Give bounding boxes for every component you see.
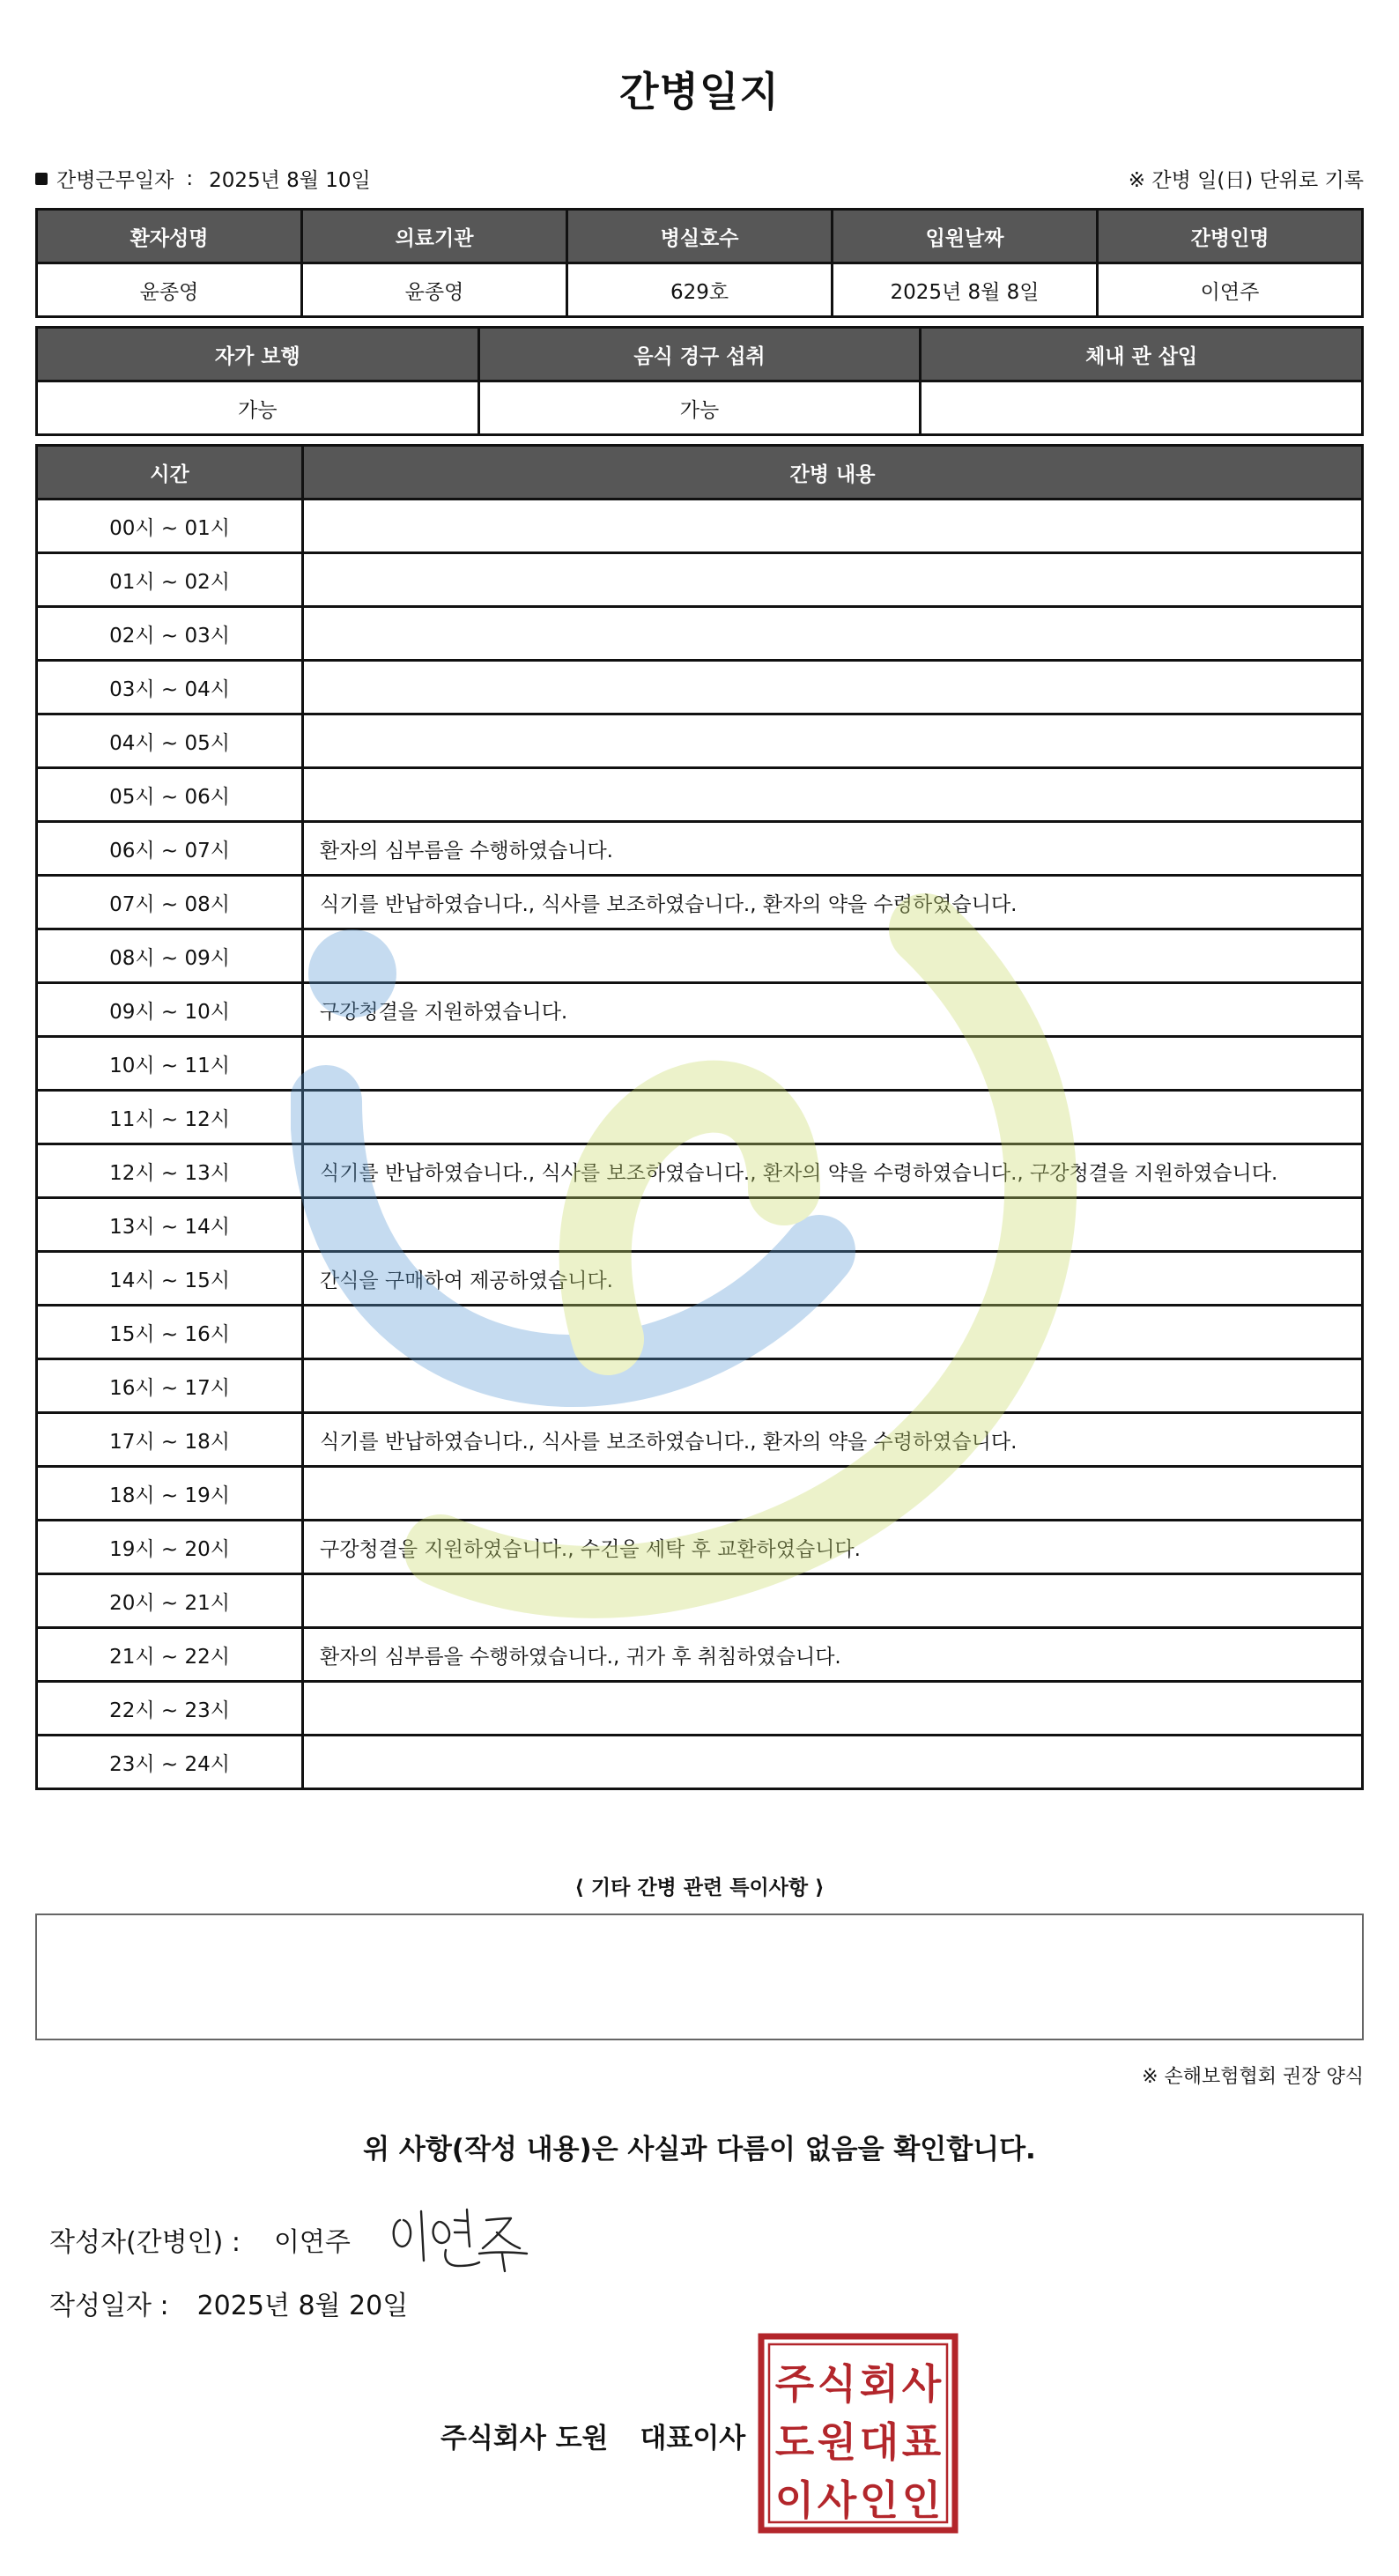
- writer-row: [49, 2220, 351, 2259]
- seal-character: 인: [901, 2476, 942, 2524]
- care-log-time: 03시 ~ 04시: [37, 661, 303, 714]
- care-log-content: [303, 1359, 1363, 1413]
- care-log-row: [37, 1359, 1363, 1413]
- written-date-value: 2025년 8월 20일: [196, 2291, 409, 2321]
- company-seal-stamp: [758, 2333, 959, 2534]
- care-log-row: [37, 1037, 1363, 1091]
- care-log-row: [37, 714, 1363, 768]
- seal-character: 주: [774, 2360, 815, 2408]
- seal-character: 도: [774, 2418, 815, 2466]
- care-log-row: [37, 1682, 1363, 1736]
- patient-info-value-row: [37, 263, 1363, 317]
- work-date-group: [35, 164, 371, 193]
- handwritten-signature: [388, 2202, 537, 2273]
- care-log-content: [303, 1091, 1363, 1144]
- care-log-row: [37, 822, 1363, 876]
- header-hospital: 의료기관: [302, 210, 567, 263]
- care-log-row: [37, 1467, 1363, 1521]
- company-representative-title: 대표이사: [640, 2423, 746, 2454]
- care-log-time: 07시 ~ 08시: [37, 876, 303, 929]
- care-log-time: 16시 ~ 17시: [37, 1359, 303, 1413]
- care-log-content: 구강청결을 지원하였습니다., 수건을 세탁 후 교환하였습니다.: [303, 1521, 1363, 1574]
- care-log-row: [37, 1252, 1363, 1306]
- care-log-time: 19시 ~ 20시: [37, 1521, 303, 1574]
- patient-info-table: [35, 208, 1364, 318]
- header-caregiver: 간병인명: [1098, 210, 1363, 263]
- oral-intake-value: 가능: [478, 381, 921, 435]
- care-log-row: [37, 983, 1363, 1037]
- care-log-table: [35, 444, 1364, 1790]
- care-log-content: [303, 1306, 1363, 1359]
- patient-status-value-row: [37, 381, 1363, 435]
- self-walking-value: 가능: [37, 381, 479, 435]
- care-log-content: [303, 1198, 1363, 1252]
- care-log-content: 식기를 반납하였습니다., 식사를 보조하였습니다., 환자의 약을 수령하였습니다., 구강청결을 지원하였습니다.: [303, 1144, 1363, 1198]
- care-log-content: 간식을 구매하여 제공하였습니다.: [303, 1252, 1363, 1306]
- care-log-time: 13시 ~ 14시: [37, 1198, 303, 1252]
- special-notes-title: ⟨ 기타 간병 관련 특이사항 ⟩: [574, 1876, 825, 1899]
- care-log-content: [303, 1736, 1363, 1789]
- writer-label: 작성자(간병인) :: [49, 2227, 241, 2258]
- written-date-row: [49, 2284, 408, 2322]
- care-log-time: 06시 ~ 07시: [37, 822, 303, 876]
- care-log-content: [303, 553, 1363, 607]
- header-tube-insertion: 체내 관 삽입: [921, 328, 1363, 381]
- seal-character: 표: [901, 2418, 942, 2466]
- confirmation-statement: 위 사항(작성 내용)은 사실과 다름이 없음을 확인합니다.: [363, 2134, 1036, 2165]
- patient-name-value: 윤종영: [37, 263, 302, 317]
- care-log-header-row: [37, 446, 1363, 500]
- care-log-time: 04시 ~ 05시: [37, 714, 303, 768]
- care-log-row: [37, 1413, 1363, 1467]
- care-log-time: 22시 ~ 23시: [37, 1682, 303, 1736]
- care-log-content: [303, 1037, 1363, 1091]
- seal-character: 인: [859, 2476, 899, 2524]
- care-log-time: 20시 ~ 21시: [37, 1574, 303, 1628]
- company-row: [440, 2416, 745, 2455]
- care-log-row: [37, 1306, 1363, 1359]
- care-log-time: 09시 ~ 10시: [37, 983, 303, 1037]
- patient-status-table: [35, 326, 1364, 436]
- care-log-row: [37, 876, 1363, 929]
- caregiver-value: 이연주: [1098, 263, 1363, 317]
- care-log-row: [37, 1091, 1363, 1144]
- care-log-time: 21시 ~ 22시: [37, 1628, 303, 1682]
- care-log-time: 18시 ~ 19시: [37, 1467, 303, 1521]
- care-log-time: 01시 ~ 02시: [37, 553, 303, 607]
- care-log-content: 구강청결을 지원하였습니다.: [303, 983, 1363, 1037]
- seal-character: 대: [859, 2418, 899, 2466]
- care-log-row: [37, 1736, 1363, 1789]
- care-log-row: [37, 607, 1363, 661]
- care-log-content: [303, 929, 1363, 983]
- care-log-row: [37, 1574, 1363, 1628]
- header-care-content: 간병 내용: [303, 446, 1363, 500]
- care-log-content: [303, 768, 1363, 822]
- seal-character: 식: [817, 2360, 857, 2408]
- tube-insertion-value: [921, 381, 1363, 435]
- care-log-content: 식기를 반납하였습니다., 식사를 보조하였습니다., 환자의 약을 수령하였습니다.: [303, 876, 1363, 929]
- care-log-time: 17시 ~ 18시: [37, 1413, 303, 1467]
- company-name: 주식회사 도원: [440, 2423, 609, 2454]
- header-room: 병실호수: [567, 210, 833, 263]
- care-log-row: [37, 553, 1363, 607]
- special-notes-box: [35, 1913, 1364, 2040]
- unit-note: ※ 간병 일(日) 단위로 기록: [1128, 169, 1364, 192]
- care-log-content: 환자의 심부름을 수행하였습니다.: [303, 822, 1363, 876]
- care-log-content: 식기를 반납하였습니다., 식사를 보조하였습니다., 환자의 약을 수령하였습니다.: [303, 1413, 1363, 1467]
- seal-character: 원: [817, 2418, 857, 2466]
- care-log-content: [303, 714, 1363, 768]
- writer-name: 이연주: [273, 2227, 351, 2258]
- care-log-body: [37, 500, 1363, 1789]
- care-log-row: [37, 1628, 1363, 1682]
- care-log-content: 환자의 심부름을 수행하였습니다., 귀가 후 취침하였습니다.: [303, 1628, 1363, 1682]
- seal-character: 이: [774, 2476, 815, 2524]
- document-title: 간병일지: [619, 68, 780, 115]
- care-log-time: 05시 ~ 06시: [37, 768, 303, 822]
- care-log-time: 15시 ~ 16시: [37, 1306, 303, 1359]
- work-date-label: 간병근무일자: [56, 169, 174, 192]
- care-log-time: 14시 ~ 15시: [37, 1252, 303, 1306]
- care-log-time: 08시 ~ 09시: [37, 929, 303, 983]
- care-log-row: [37, 1198, 1363, 1252]
- header-self-walking: 자가 보행: [37, 328, 479, 381]
- header-oral-intake: 음식 경구 섭취: [478, 328, 921, 381]
- care-log-time: 23시 ~ 24시: [37, 1736, 303, 1789]
- care-log-content: [303, 661, 1363, 714]
- care-log-row: [37, 1521, 1363, 1574]
- admission-date-value: 2025년 8월 8일: [833, 263, 1098, 317]
- care-log-row: [37, 929, 1363, 983]
- care-log-time: 10시 ~ 11시: [37, 1037, 303, 1091]
- seal-character: 사: [901, 2360, 942, 2408]
- seal-character: 회: [859, 2360, 899, 2408]
- care-log-content: [303, 607, 1363, 661]
- care-log-row: [37, 1144, 1363, 1198]
- work-date-separator: :: [186, 167, 194, 190]
- care-log-time: 00시 ~ 01시: [37, 500, 303, 553]
- care-log-content: [303, 1682, 1363, 1736]
- meta-row: [35, 164, 1364, 194]
- care-log-row: [37, 768, 1363, 822]
- care-log-time: 11시 ~ 12시: [37, 1091, 303, 1144]
- care-log-time: 02시 ~ 03시: [37, 607, 303, 661]
- care-log-row: [37, 500, 1363, 553]
- care-log-content: [303, 1574, 1363, 1628]
- seal-character: 사: [817, 2476, 857, 2524]
- written-date-label: 작성일자 :: [49, 2291, 169, 2321]
- header-patient-name: 환자성명: [37, 210, 302, 263]
- header-time: 시간: [37, 446, 303, 500]
- patient-info-header-row: [37, 210, 1363, 263]
- care-log-time: 12시 ~ 13시: [37, 1144, 303, 1198]
- recommend-note: ※ 손해보험협회 권장 양식: [1142, 2066, 1364, 2088]
- hospital-value: 윤종영: [302, 263, 567, 317]
- work-date-value: 2025년 8월 10일: [209, 169, 371, 192]
- care-log-row: [37, 661, 1363, 714]
- room-value: 629호: [567, 263, 833, 317]
- patient-status-header-row: [37, 328, 1363, 381]
- header-admission-date: 입원날짜: [833, 210, 1098, 263]
- care-log-content: [303, 500, 1363, 553]
- square-bullet-icon: [35, 173, 48, 185]
- care-log-content: [303, 1467, 1363, 1521]
